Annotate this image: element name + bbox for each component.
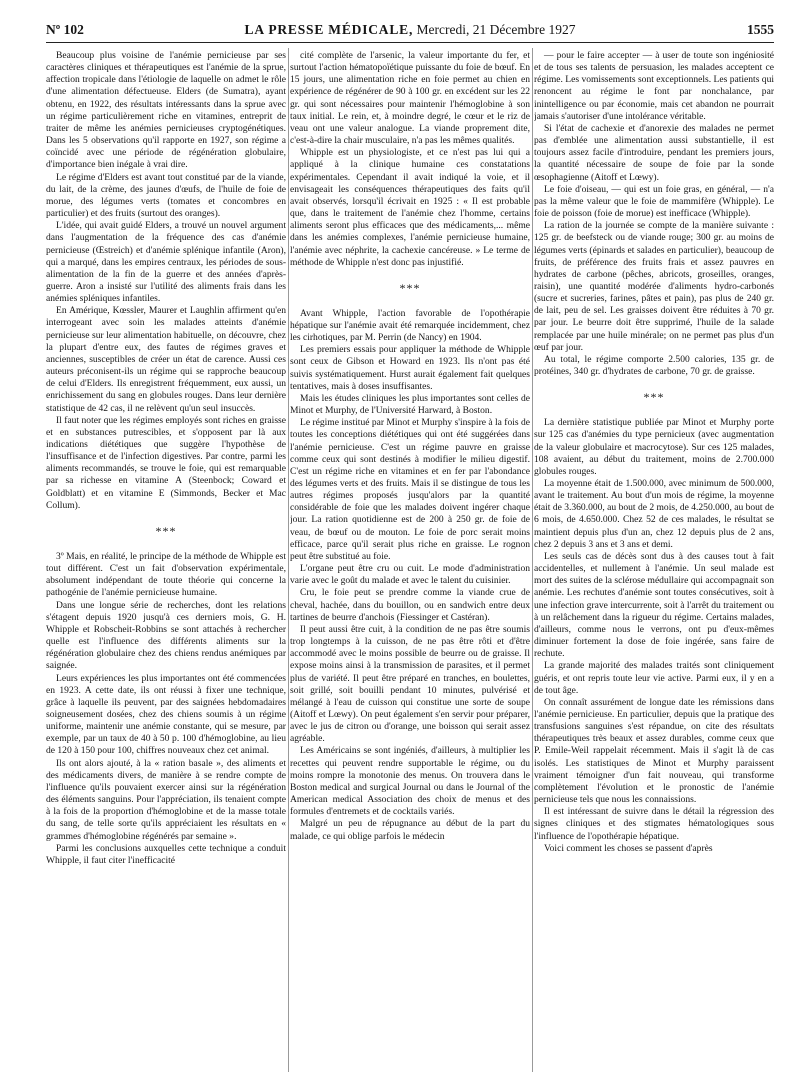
page-label: Nº 102 [46, 22, 84, 37]
paragraph: Le régime institué par Minot et Murphy s'inspire à la fois de toutes les conceptions diététiques qui ont été suggérées dans l'anémie pernicieuse. C'est un régime pauvre en graisse comme ceux qui sont destinés à modifier le milieu digestif. C'est un régime riche en vitamines et en fer par l'abondance des légumes verts et des fruits. Mais il se distingue de tous les autres régimes proposés jusqu'alors par la quantité considérable de foie que les malades doivent ingérer chaque jour. La ration quotidienne est de 200 à 250 gr. de foie de veau, de bœuf ou de mouton. Le foie de porc serait moins efficace, parce qu'il serait plus riche en graisse. Le rognon peut être substitué au foie. [290, 417, 530, 562]
paragraph: — pour le faire accepter — à user de toute son ingéniosité et de tous ses talents de persuasion, les malades acceptent ce régime. Les vomissements sont exceptionnels. Les patients qui renoncent au régime le font par nonchalance, par inintelligence ou par économie, mais cet abandon ne pourrait jamais s'autoriser d'une intolérance véritable. [534, 50, 774, 122]
paragraph: Avant Whipple, l'action favorable de l'opothérapie hépatique sur l'anémie avait été remarquée incidemment, chez les cirhotiques, par M. Perrin (de Nancy) en 1904. [290, 307, 530, 344]
paragraph: Cru, le foie peut se prendre comme la viande crue de cheval, hachée, dans du bouillon, ou en sandwich entre deux tartines de beurre d'anchois (Fiessinger et Castéran). [290, 587, 530, 623]
page-header [46, 22, 774, 43]
journal-title: LA PRESSE MÉDICALE, [244, 22, 414, 37]
paragraph: 3º Mais, en réalité, le principe de la méthode de Whipple est tout différent. C'est un fait d'observation expérimentale, absolument indépendant de toute théorie qui concerne la pathogénie de l'anémie pernicieuse humaine. [46, 550, 286, 599]
text-column-3 [534, 50, 774, 1070]
section-separator: *** [155, 523, 177, 538]
paragraph: cité complète de l'arsenic, la valeur importante du fer, et surtout l'action hématopoïétique puissante du foie de bœuf. En 15 jours, une alimentation riche en foie permet au chien en expérience de régénérer de 90 à 100 gr. en excédent sur les 22 gr. qui sont nécessaires pour maintenir l'hémoglobine à son taux initial. Le rein, et, à moindre degré, le cœur et le riz de veau ont une valeur analogue. La viande proprement dite, c'est-à-dire la chair musculaire, n'a pas les mêmes qualités. [290, 50, 530, 147]
paragraph: Beaucoup plus voisine de l'anémie pernicieuse par ses caractères cliniques et thérapeutiques est l'anémie de la sprue, affection tropicale dans l'étiologie de laquelle on admet le rôle d'une alimentation défectueuse. Elders (de Sumatra), ayant obtenu, en 1922, des résultats intéressants dans la sprue avec un régime particulièrement riche en vitamines, entreprit de traiter de même les anémies pernicieuses cryptogénétiques. Dans les 5 observations qu'il rapporte en 1927, son régime a coïncidé avec une période de régénération globulaire, d'importance bien inégale à vrai dire. [46, 50, 286, 171]
paragraph: Au total, le régime comporte 2.500 calories, 135 gr. de protéines, 340 gr. d'hydrates de carbone, 70 gr. de graisse. [534, 353, 774, 378]
paragraph: Si l'état de cachexie et d'anorexie des malades ne permet pas d'emblée une alimentation aussi substantielle, il est toujours assez facile d'introduire, pendant les premiers jours, la quantité nécessaire de soupe de foie par la sonde œsophagienne (Aitoff et Lœwy). [534, 122, 774, 183]
text-column-2 [290, 50, 530, 1070]
paragraph: Les Américains se sont ingéniés, d'ailleurs, à multiplier les recettes qui peuvent rendre supportable le régime, ou du moins rompre la monotonie des menus. On trouvera dans le Boston medical and surgical Journal ou dans le Journal of the American medical Association des choix de menus et des formules d'entremets et de cocktails variés. [290, 745, 530, 818]
paragraph: Mais les études cliniques les plus importantes sont celles de Minot et Murphy, de l'Université Harward, à Boston. [290, 392, 530, 417]
page-number: 1555 [747, 22, 774, 37]
paragraph: Voici comment les choses se passent d'après [544, 842, 713, 854]
paragraph: Les seuls cas de décès sont dus à des causes tout à fait accidentelles, et nullement à l'anémie. Un seul malade est mort des suites de la sclérose médullaire qui accompagnait son anémie. Les rechutes d'anémie sont toutes consécutives, soit à une infection grave intercurrente, soit à l'arrêt du traitement ou à un relâchement dans la rigueur du régime. Certains malades, d'ailleurs, comme nous le verrons, ont pu d'eux-mêmes diminuer fortement la dose de foie ingérée, sans faire de rechute. [534, 550, 774, 660]
paragraph: En Amérique, Kœssler, Maurer et Laughlin affirment qu'en interrogeant avec soin les malades atteints d'anémie pernicieuse sur leur alimentation habituelle, on découvre, chez la plupart d'entre eux, des fautes de régimes graves et anciennes, susceptibles de créer un état de carence. Aussi ces auteurs préconisent-ils un régime qui se rapproche beaucoup de celui d'Elders. Ils enregistrent fréquemment, eux aussi, un enrichissement du sang en globules rouges. Dans leur dernière statistique de 42 cas, il ne relèvent qu'un seul insuccès. [46, 305, 286, 414]
running-head [46, 22, 774, 38]
column-rule [288, 48, 289, 1072]
paragraph: Il est intéressant de suivre dans le détail la régression des signes cliniques et des stigmates hématologiques sous l'influence de l'opothérapie hépatique. [534, 806, 774, 842]
paragraph: Le foie d'oiseau, — qui est un foie gras, en général, — n'a pas la même valeur que le foie de mammifère (Whipple). Le foie de poisson (foie de morue) est inefficace (Whipple). [534, 183, 774, 220]
paragraph: Les premiers essais pour appliquer la méthode de Whipple sont ceux de Gibson et Howard en 1923. Ils n'ont pas été suivis systématiquement. Hurst aurait également fait quelques tentatives, mais à doses insuffisantes. [290, 344, 530, 392]
section-separator: *** [399, 280, 421, 295]
paragraph: La dernière statistique publiée par Minot et Murphy porte sur 125 cas d'anémies du type pernicieux (avec augmentation de la valeur globulaire et macrocytose). Sur ces 125 malades, 108 avaient, au début du traitement, moins de 2.700.000 globules rouges. [534, 417, 774, 477]
paragraph: Leurs expériences les plus importantes ont été commencées en 1923. A cette date, ils ont réussi à fixer une technique, grâce à laquelle ils peuvent, par des saignées hebdomadaires soigneusement dosées, chez des chiens soumis à un régime uniforme, maintenir une anémie constante, qui se mesure, par exemple, par un taux de 40 à 50 p. 100 d'hémoglobine, au lieu de 120 à 150 pour 100, chiffres nouveaux chez cet animal. [46, 672, 286, 757]
column-rule [532, 48, 533, 1072]
paragraph: Le régime d'Elders est avant tout constitué par de la viande, du lait, de la crème, des jaunes d'œufs, de l'huile de foie de morue, des légumes verts (tomates et concombres en particulier) et des fruits (surtout des oranges). [46, 171, 286, 220]
paragraph: La ration de la journée se compte de la manière suivante : 125 gr. de beefsteck ou de viande rouge; 300 gr. au moins de légumes verts (épinards et salades en particulier), beaucoup de fruits, de préférence des fruits frais et assez pauvres en hydrates de carbone (pêches, abricots, groseilles, oranges, raisin), une quantité modérée d'aliments hydro-carbonés (sucre et sucreries, farines, pâtes et pain), pas plus de 240 gr. de lait, peu de sel. Les graisses doivent être réduites à 70 gr. par jour. Le beurre doit être supprimé, l'huile de la salade remplacée par une huile minérale; on ne permet pas plus d'un œuf par jour. [534, 220, 774, 353]
section-separator: *** [643, 390, 665, 405]
paragraph: La grande majorité des malades traités sont cliniquement guéris, et ont repris toute leur vie active. Parmi eux, il y en a de tout âge. [534, 660, 774, 696]
paragraph: Malgré un peu de répugnance au début de la part du malade, ce qui oblige parfois le médecin [290, 818, 530, 842]
issue-date: Mercredi, 21 Décembre 1927 [416, 22, 576, 37]
paragraph: L'organe peut être cru ou cuit. Le mode d'administration varie avec le goût du malade et avec le talent du cuisinier. [290, 563, 530, 587]
paragraph: L'idée, qui avait guidé Elders, a trouvé un nouvel argument dans l'augmentation de la fréquence des cas d'anémie pernicieuse (Œstreich) et d'anémie splénique infantile (Aron), qui a marqué, dans les empires centraux, les périodes de sous-alimentation de la fin de la guerre et des années d'après-guerre. Aron a insisté sur l'utilité des aliments frais dans les anémies spléniques infantiles. [46, 220, 286, 305]
text-column-1 [46, 50, 286, 1070]
paragraph: Il peut aussi être cuit, à la condition de ne pas être soumis trop longtemps à la cuisson, de ne pas être rôti et d'être accommodé avec le moins possible de beurre ou de graisse. Il expose moins ainsi à la transmission de parasites, et il permet plus de variété. Il peut être préparé en tranches, en boulettes, soit grillé, soit bouilli pendant 10 minutes, pulvérisé et mélangé à l'eau de cuisson qui constitue une sorte de soupe (Aitoff et Lœwy). On peut également s'en servir pour préparer, avec le jus de citron ou d'orange, une boisson qui serait assez agréable. [290, 623, 530, 745]
paragraph: Whipple est un physiologiste, et ce n'est pas lui qui a appliqué à la clinique humaine ces constatations expérimentales. Cependant il avait indiqué la voie, et il envisageait les conséquences thérapeutiques des faits qu'il avait observés, lorsqu'il écrivait en 1925 : « Il est probable que, dans le traitement de l'anémie chez l'homme, certains aliments seront plus efficaces que des médicaments,... même dans les anémies complexes, l'anémie pernicieuse humaine, l'anémie avec néphrite, la cachexie cancéreuse. » Le terme de méthode de Whipple n'est donc pas injustifié. [290, 147, 530, 268]
paragraph: Il faut noter que les régimes employés sont riches en graisse et en substances putrescibles, et s'opposent par là aux indications diététiques que suggère l'hypothèse de l'insuffisance et de l'infection digestives. Par contre, parmi les aliments recommandés, se trouve le foie, qui est remarquable par sa richesse en vitamine A (Steenbock; Coward et Goldblatt) et en vitamine E (Simmonds, Becker et Mac Collum). [46, 414, 286, 511]
paragraph: On connaît assurément de longue date les rémissions dans l'anémie pernicieuse. En particulier, depuis que la pratique des transfusions sanguines s'est répandue, on cite des résultats thérapeutiques très beaux et assez durables, comme ceux que P. Emile-Weil rappelait récemment. Mais il s'agit là de cas isolés. Les statistiques de Minot et Murphy paraissent vraiment témoigner d'un fait nouveau, qui transforme complètement l'évolution et le pronostic de l'anémie pernicieuse tels que nous les connaissions. [534, 696, 774, 806]
paragraph: Dans une longue série de recherches, dont les relations s'étagent depuis 1920 jusqu'à ces derniers mois, G. H. Whipple et Robscheit-Robbins se sont attachés à rechercher quelle est l'influence des différents aliments sur la régénération globulaire chez des chiens rendus anémiques par saignée. [46, 599, 286, 672]
paragraph: La moyenne était de 1.500.000, avec minimum de 500.000, avant le traitement. Au bout d'un mois de régime, la moyenne était de 3.360.000, au bout de 2 mois, de 4.250.000, au bout de 6 mois, de 4.650.000. Chez 52 de ces malades, le résultat se maintient depuis plus d'un an, chez 12 depuis plus de 2 ans, chez 2 depuis 3 ans et 3 ans et demi. [534, 478, 774, 550]
paragraph: Parmi les conclusions auxquelles cette technique a conduit Whipple, il faut citer l'inefficacité [46, 842, 286, 866]
paragraph: Ils ont alors ajouté, à la « ration basale », des aliments et des médicaments divers, de manière à se rendre compte de l'influence qu'ils pouvaient exercer ainsi sur la régénération des éléments sanguins. Pour l'appréciation, ils tenaient compte à la fois de la proportion d'hémoglobine et de la masse totale du sang, de telle sorte qu'ils appréciaient les résultats en « grammes d'hémoglobine régénérés par semaine ». [46, 757, 286, 842]
